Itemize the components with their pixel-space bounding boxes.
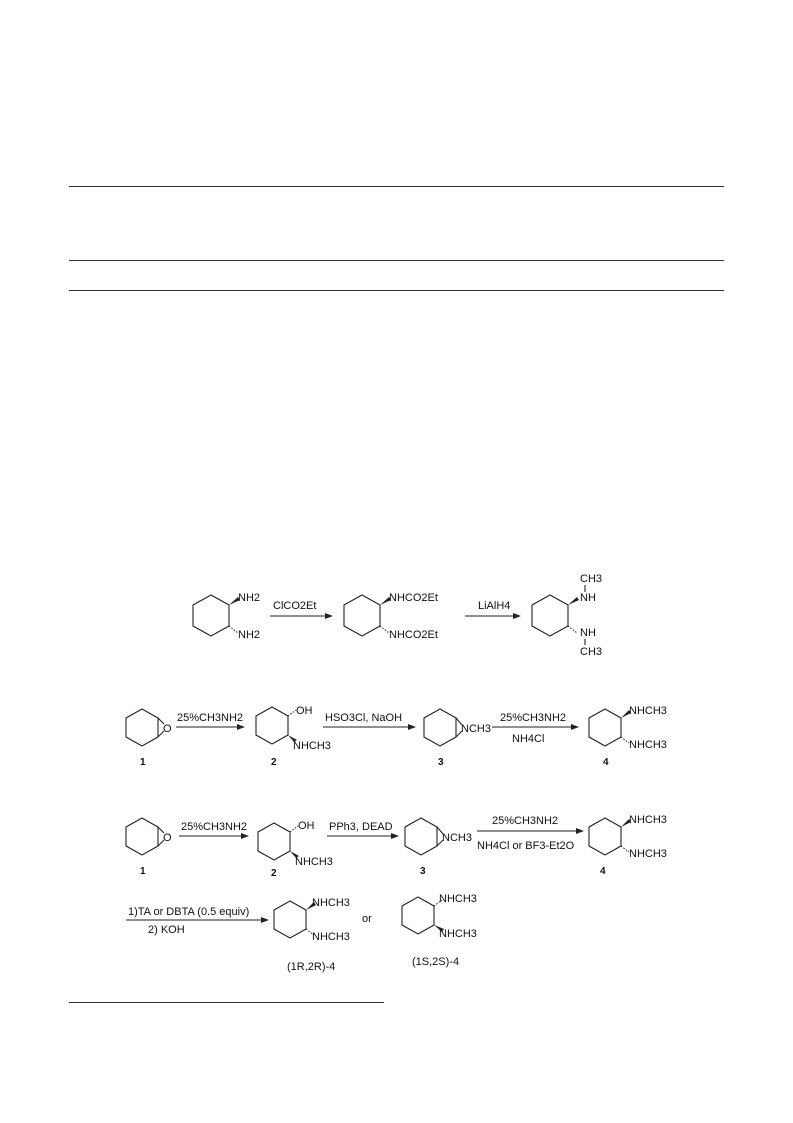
footnote-rule	[69, 1002, 384, 1003]
scheme3-product	[589, 814, 667, 860]
s2-prod-top: NHCH3	[629, 705, 667, 717]
enantiomer-1s2s	[402, 893, 477, 940]
scheme3-epoxide	[126, 818, 172, 855]
s2-step2-reagent: HSO3Cl, NaOH	[325, 712, 403, 724]
s3-nhch3: NHCH3	[295, 856, 333, 868]
s3-oh: OH	[298, 820, 315, 832]
s2-step3-bottom: NH4Cl	[512, 733, 545, 745]
mid-carbamate-top: NHCO2Et	[389, 592, 438, 604]
s3-step2-reagent: PPh3, DEAD	[329, 821, 393, 833]
s2-nhch3: NHCH3	[293, 740, 331, 752]
prod-methyl-bottom: CH3	[580, 646, 603, 658]
s3-step3-top: 25%CH3NH2	[492, 815, 559, 827]
scheme3-amino-alcohol	[258, 820, 333, 868]
s3-resolution-bottom: 2) KOH	[148, 924, 185, 936]
s2-oh: OH	[296, 705, 313, 717]
s3-label-1: 1	[140, 866, 146, 877]
scheme2-epoxide	[126, 709, 172, 746]
enant-b-bottom: NHCH3	[439, 928, 477, 940]
scheme1-product	[532, 573, 602, 658]
s2-step1-reagent: 25%CH3NH2	[177, 712, 244, 724]
s3-prod-bottom: NHCH3	[629, 848, 667, 860]
scheme1-start-diamine	[193, 592, 260, 641]
scheme2-aziridine	[424, 709, 491, 746]
scheme1	[193, 573, 602, 658]
scheme1-biscarbamate	[344, 592, 438, 641]
scheme2	[126, 705, 667, 768]
scheme2-product	[589, 705, 667, 751]
enant-a-label: (1R,2R)-4	[287, 961, 336, 973]
prod-nh-top: NH	[580, 592, 596, 604]
start-nh2-top: NH2	[238, 592, 261, 604]
s2-label-2: 2	[271, 757, 277, 768]
mid-carbamate-bottom: NHCO2Et	[389, 629, 438, 641]
s3-step1-reagent: 25%CH3NH2	[181, 821, 248, 833]
start-nh2-bottom: NH2	[238, 629, 261, 641]
enant-b-top: NHCH3	[439, 893, 477, 905]
enant-b-label: (1S,2S)-4	[412, 956, 460, 968]
scheme1-reagent1: ClCO2Et	[273, 600, 317, 612]
prod-methyl-top: CH3	[580, 573, 603, 585]
scheme3-aziridine	[405, 818, 472, 855]
s2-step3-top: 25%CH3NH2	[500, 712, 567, 724]
s3-prod-top: NHCH3	[629, 814, 667, 826]
s2-label-1: 1	[140, 757, 146, 768]
enant-a-bottom: NHCH3	[312, 931, 350, 943]
s3-label-4: 4	[600, 866, 606, 877]
s2-label-4: 4	[603, 757, 609, 768]
s2-prod-bottom: NHCH3	[629, 739, 667, 751]
s3-epoxide-o: O	[163, 832, 172, 844]
scheme2-amino-alcohol	[256, 705, 331, 752]
s3-or: or	[362, 913, 372, 925]
s2-epoxide-o: O	[163, 723, 172, 735]
s3-step3-bottom: NH4Cl or BF3-Et2O	[477, 840, 575, 852]
s2-label-3: 3	[438, 757, 444, 768]
s2-nch3: NCH3	[461, 723, 491, 735]
prod-nh-bottom: NH	[580, 627, 596, 639]
enant-a-top: NHCH3	[312, 897, 350, 909]
s3-resolution-top: 1)TA or DBTA (0.5 equiv)	[128, 906, 250, 918]
s3-label-3: 3	[420, 866, 426, 877]
scheme3	[126, 814, 667, 973]
scheme1-reagent2: LiAlH4	[478, 600, 511, 612]
enantiomer-1r2r	[274, 897, 350, 943]
s3-nch3: NCH3	[442, 832, 472, 844]
s3-label-2: 2	[271, 868, 277, 879]
